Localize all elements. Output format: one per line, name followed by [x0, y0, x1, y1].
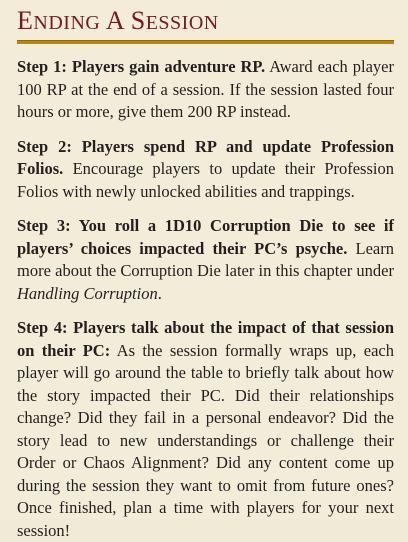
step-4-paragraph: [17, 317, 394, 542]
step-2-heading: Step 2: Players spend RP and update Profession Folios.: [17, 136, 394, 178]
step-3-paragraph: [17, 215, 394, 305]
title-word-ending-rest: NDING: [33, 12, 101, 34]
title-divider: [17, 40, 394, 44]
title-word-a: A: [105, 6, 124, 35]
title-initial-s: S: [130, 6, 146, 35]
step-3-tail: .: [157, 283, 162, 303]
step-3-body: Learn more about the Corruption Die later in this chapter under: [17, 238, 394, 280]
step-3-reference: Handling Corruption: [17, 283, 158, 303]
step-1-heading: Step 1: Players gain adventure RP.: [17, 57, 266, 76]
step-2-body: Encourage players to update their Profession Folios with newly unlocked abilities and trappings.: [17, 159, 394, 201]
title-word-session-rest: ESSION: [145, 12, 219, 34]
step-4-heading: Step 4: Players talk about the impact of that session on their PC:: [17, 318, 394, 360]
step-3-heading: Step 3: You roll a 1D10 Corruption Die to see if players’ choices impacted their PC’s psyche.: [17, 216, 394, 258]
section-title: [17, 6, 394, 38]
step-2-paragraph: [17, 136, 394, 204]
step-1-paragraph: [17, 56, 394, 124]
step-1-body: Award each player 100 RP at the end of a session. If the session lasted four hours or more, give them 200 RP instead.: [17, 57, 394, 121]
step-4-body: As the session formally wraps up, each player will go around the table to briefly talk about how the story impacted their PC. Did their relationships change? Did they fail in a personal endeavor? Did the story lead to new understandings or challenge their Order or Chaos Alignment? Did any content come up during the session they want to omit from future ones? Once finished, plan a time with players for your next session!: [17, 340, 394, 540]
title-initial-e: E: [17, 6, 34, 35]
